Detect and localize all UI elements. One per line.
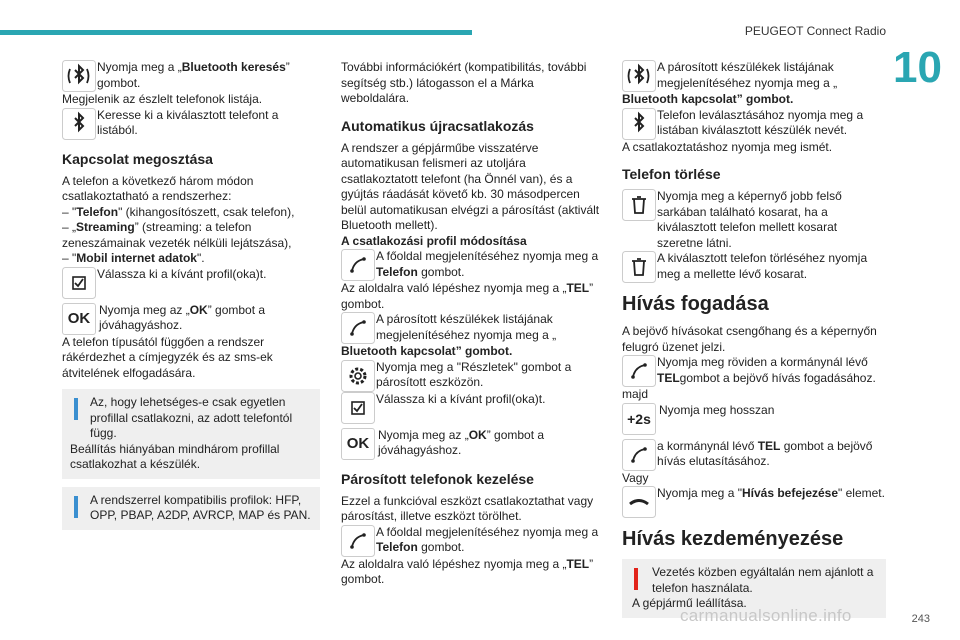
text: Az, hogy lehetséges-e csak egyetlen profillal csatlakozni, az adott telefontól függ.: [90, 395, 293, 440]
text: A párosított készülékek listájának megjelenítéséhez nyomja meg a „: [376, 312, 557, 342]
phone-icon: [341, 312, 375, 344]
subheading: A csatlakozási profil módosítása: [341, 233, 527, 248]
text: Keresse ki a kiválasztott telefont a listából.: [97, 107, 279, 137]
step-select-phone: [62, 108, 320, 140]
watermark: carmanualsonline.info: [680, 606, 852, 625]
list-item: – "Mobil internet adatok".: [62, 251, 205, 265]
info-icon: [74, 398, 78, 420]
text: Ezzel a funkcióval eszközt csatlakoztathat vagy párosítást, illetve eszközt törölhet.: [341, 493, 594, 523]
step-paired-list: [341, 312, 603, 344]
text: A főoldal megjelenítéséhez nyomja meg a Telefon gombot.: [376, 524, 599, 554]
text: Válassza ki a kívánt profil(oka)t.: [376, 391, 546, 406]
checkbox-icon: [62, 267, 96, 299]
header-title: PEUGEOT Connect Radio: [744, 24, 886, 38]
list-item: – "Telefon" (kihangosítószett, csak telefon),: [62, 204, 295, 219]
text: A rendszerrel kompatibilis profilok: HFP, OPP, PBAP, A2DP, AVRCP, MAP és PAN.: [90, 492, 311, 522]
text: Válassza ki a kívánt profil(oka)t.: [97, 266, 267, 281]
section-heading: Hívás kezdeményezése: [622, 528, 844, 550]
step-choose-profile: [62, 267, 320, 299]
hang-up-icon: [622, 486, 656, 518]
long-press-icon: +2s: [622, 403, 656, 435]
checkbox-icon: [341, 392, 375, 424]
bluetooth-search-icon: [622, 60, 656, 92]
step-press-ok: [62, 303, 320, 335]
text: Nyomja meg hosszan: [659, 402, 775, 417]
section-heading: Párosított telefonok kezelése: [341, 470, 534, 487]
text: További információkért (kompatibilitás, további segítség stb.) látogasson el a Márka weboldalára.: [341, 60, 587, 105]
text: Nyomja meg a képernyő jobb felső sarkában található kosarat, ha a kiválasztott telefon mellett kosarat szeretne látni.: [657, 189, 842, 250]
column-1: [62, 60, 320, 538]
step-hangup: [622, 486, 886, 518]
bluetooth-icon: [62, 108, 96, 140]
text: A kiválasztott telefon törléséhez nyomja meg a mellette lévő kosarat.: [657, 251, 868, 281]
text: Az aloldalra való lépéshez nyomja meg a „TEL” gombot.: [341, 556, 594, 586]
text: Megjelenik az észlelt telefonok listája.: [62, 92, 263, 106]
ok-button-icon: OK: [341, 428, 375, 460]
text: A telefon a következő három módon csatlakoztatható a rendszerhez:: [62, 173, 254, 203]
column-3: [622, 60, 886, 626]
text: A főoldal megjelenítéséhez nyomja meg a Telefon gombot.: [376, 249, 599, 279]
text: A gépjármű leállítása.: [632, 596, 747, 610]
step-trash: [622, 251, 886, 283]
step-main-page: [341, 249, 603, 281]
step-main-page: [341, 525, 603, 557]
top-accent-bar: [0, 30, 472, 35]
chapter-number: 10: [893, 43, 942, 92]
text: Vagy: [622, 470, 649, 485]
text: Az aloldalra való lépéshez nyomja meg a „TEL” gombot.: [341, 281, 594, 311]
section-heading: Telefon törlése: [622, 166, 721, 182]
text: A csatlakoztatáshoz nyomja meg ismét.: [622, 139, 833, 154]
column-2: [341, 60, 603, 588]
text: Nyomja meg az „OK” gombot a jóváhagyáshoz.: [378, 427, 545, 457]
text: Nyomja meg a "Részletek" gombot a párosított eszközön.: [376, 359, 572, 389]
text: majd: [622, 387, 649, 401]
step-paired-list: [622, 60, 886, 92]
step-choose-profile: [341, 392, 603, 424]
text: Nyomja meg röviden a kormánynál lévő TELgombot a bejövő hívás fogadásához.: [657, 355, 876, 385]
info-note: [62, 389, 320, 479]
step-disconnect: [622, 108, 886, 140]
list-item: – „Streaming” (streaming: a telefon zeneszámainak vezeték nélküli lejátszása),: [62, 220, 292, 250]
text: A bejövő hívásokat csengőhang és a képernyőn felugró üzenet jelzi.: [622, 324, 877, 354]
phone-icon: [622, 439, 656, 471]
bluetooth-search-icon: [62, 60, 96, 92]
section-heading: Kapcsolat megosztása: [62, 150, 213, 167]
text: A párosított készülékek listájának megjelenítéséhez nyomja meg a „: [657, 60, 838, 90]
text: A telefon típusától függően a rendszer rákérdezhet a címjegyzék és az sms-ek átvitelének elfogadására.: [62, 334, 273, 380]
step-reject: [622, 439, 886, 471]
step-bluetooth-search: [62, 60, 320, 92]
trash-icon: [622, 189, 656, 221]
text: a kormánynál lévő TEL gombot a bejövő hívás elutasításához.: [657, 438, 873, 468]
text: Beállítás hiányában mindhárom profillal csatlakozhat a készülék.: [70, 441, 280, 471]
text: Bluetooth kapcsolat” gombot.: [341, 344, 513, 358]
step-details: [341, 360, 603, 392]
phone-icon: [341, 249, 375, 281]
trash-icon: [622, 251, 656, 283]
text: Telefon leválasztásához nyomja meg a listában kiválasztott készülék nevét.: [657, 107, 864, 137]
section-heading: Hívás fogadása: [622, 293, 769, 315]
text: Vezetés közben egyáltalán nem ajánlott a telefon használata.: [652, 565, 874, 595]
text: Nyomja meg a „Bluetooth keresés” gombot.: [97, 60, 290, 90]
page-number: 243: [911, 613, 930, 625]
phone-icon: [341, 525, 375, 557]
ok-button-icon: OK: [62, 303, 96, 335]
info-note: [62, 487, 320, 530]
gear-icon: [341, 360, 375, 392]
text: A rendszer a gépjárműbe visszatérve automatikusan felismeri az utoljára csatlakoztatott telefont (ha Önnél van), és a gyújtás ráadását követő kb. 30 másodpercen belül automatikusan elvégzi a párosítást (aktivált Bluetooth mellett).: [341, 140, 600, 232]
bluetooth-icon: [622, 108, 656, 140]
phone-icon: [622, 355, 656, 387]
step-long-press: [622, 403, 886, 435]
warning-icon: [634, 568, 638, 590]
text: Nyomja meg a "Hívás befejezése" elemet.: [657, 486, 885, 500]
step-trash: [622, 189, 886, 251]
section-heading: Automatikus újracsatlakozás: [341, 117, 534, 134]
step-press-ok: [341, 428, 603, 460]
text: Nyomja meg az „OK” gombot a jóváhagyáshoz.: [99, 302, 266, 332]
text: Bluetooth kapcsolat” gombot.: [622, 92, 794, 106]
info-icon: [74, 496, 78, 518]
step-short-press: [622, 355, 886, 387]
